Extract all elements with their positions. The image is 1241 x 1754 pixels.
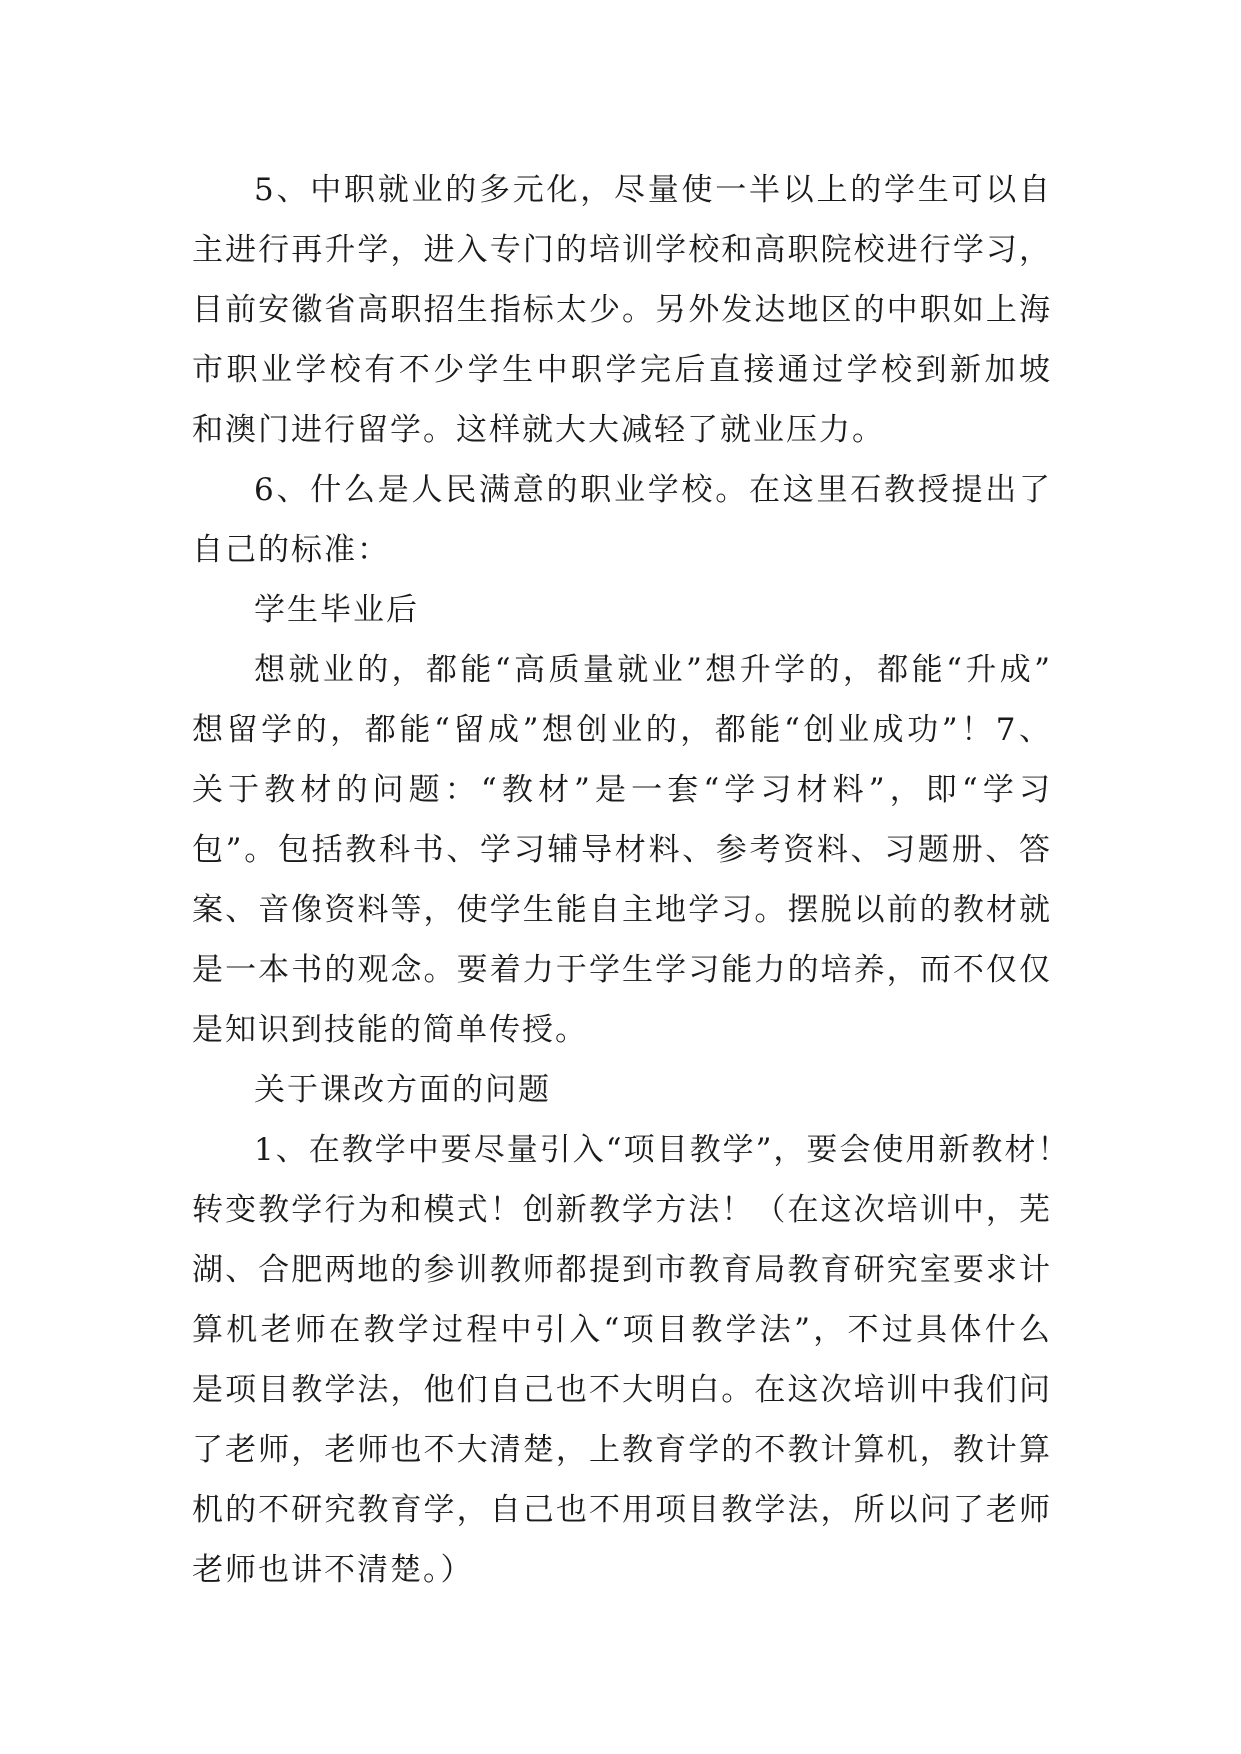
text-line: 想就业的，都能“高质量就业”想升学的，都能“升成” (254, 652, 1052, 688)
text-line: 自己的标准： (192, 532, 390, 568)
text-line: 市职业学校有不少学生中职学完后直接通过学校到新加坡 (192, 352, 1052, 388)
text-line: 转变教学行为和模式！创新教学方法！（在这次培训中，芜 (192, 1192, 1052, 1228)
text-line: 算机老师在教学过程中引入“项目教学法”，不过具体什么 (192, 1312, 1052, 1348)
text-line: 案、音像资料等，使学生能自主地学习。摆脱以前的教材就 (192, 892, 1052, 928)
text-line: 老师也讲不清楚。） (192, 1552, 474, 1588)
text-line: 主进行再升学，进入专门的培训学校和高职院校进行学习， (192, 232, 1052, 268)
text-line: 是知识到技能的简单传授。 (192, 1012, 588, 1048)
text-line: 6、什么是人民满意的职业学校。在这里石教授提出了 (254, 472, 1052, 508)
text-line: 目前安徽省高职招生指标太少。另外发达地区的中职如上海 (192, 292, 1052, 328)
text-line: 学生毕业后 (254, 592, 419, 628)
text-line: 机的不研究教育学，自己也不用项目教学法，所以问了老师 (192, 1492, 1052, 1528)
body-text (192, 160, 1071, 1600)
text-line: 5、中职就业的多元化，尽量使一半以上的学生可以自 (254, 172, 1052, 208)
text-line: 是项目教学法，他们自己也不大明白。在这次培训中我们问 (192, 1372, 1052, 1408)
text-line: 1、在教学中要尽量引入“项目教学”，要会使用新教材！ (254, 1132, 1071, 1168)
text-line: 和澳门进行留学。这样就大大减轻了就业压力。 (192, 412, 885, 448)
text-line: 包”。包括教科书、学习辅导材料、参考资料、习题册、答 (192, 832, 1052, 868)
text-line: 关于课改方面的问题 (254, 1072, 551, 1108)
text-line: 关于教材的问题：“教材”是一套“学习材料”，即“学习 (192, 772, 1052, 808)
text-line: 了老师，老师也不大清楚，上教育学的不教计算机，教计算 (192, 1432, 1052, 1468)
text-line: 是一本书的观念。要着力于学生学习能力的培养，而不仅仅 (192, 952, 1052, 988)
text-line: 湖、合肥两地的参训教师都提到市教育局教育研究室要求计 (192, 1252, 1052, 1288)
text-line: 想留学的，都能“留成”想创业的，都能“创业成功”！7、 (192, 712, 1052, 748)
